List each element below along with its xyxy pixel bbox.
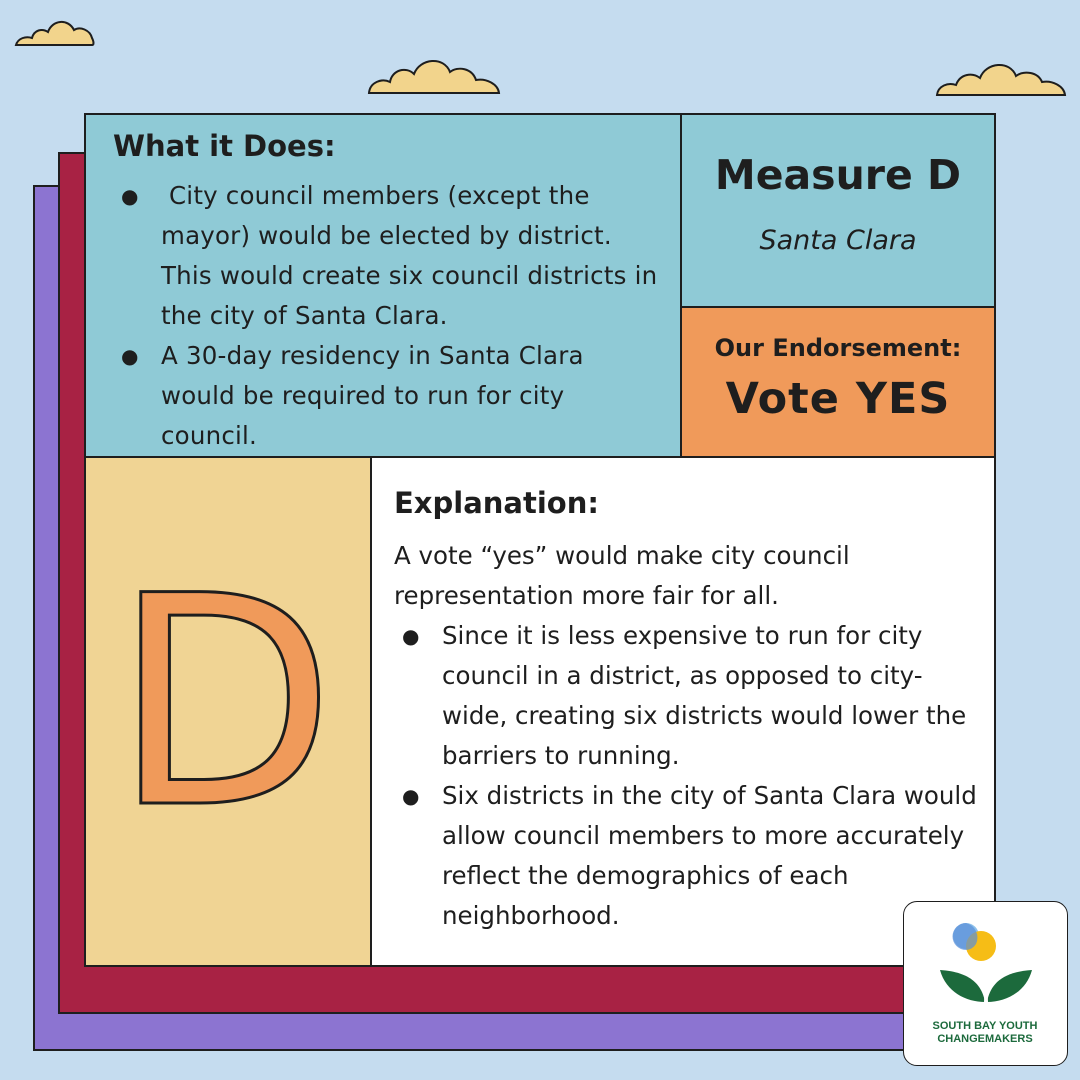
what-it-does-panel bbox=[86, 115, 682, 458]
cloud-icon bbox=[934, 54, 1068, 98]
measure-title: Measure D bbox=[714, 151, 962, 199]
list-item: ● Since it is less expensive to run for city council in a district, as opposed to city-wide, creating six districts would lower the barriers to running. bbox=[442, 616, 982, 776]
logo-text: SOUTH BAY YOUTH CHANGEMAKERS bbox=[932, 1020, 1038, 1045]
what-it-does-list bbox=[121, 176, 666, 456]
letter-panel bbox=[86, 458, 372, 965]
flower-sprout-icon bbox=[936, 920, 1036, 1010]
cloud-icon bbox=[14, 14, 96, 48]
bullet-icon: ● bbox=[402, 624, 420, 648]
list-item: ● City council members (except the mayor) would be elected by district. This would create six council districts in the city of Santa Clara. bbox=[161, 176, 661, 336]
list-item: ● A 30-day residency in Santa Clara would be required to run for city council. bbox=[161, 336, 661, 456]
measure-panel bbox=[682, 115, 994, 308]
endorsement-value: Vote YES bbox=[725, 374, 951, 424]
explanation-list bbox=[402, 616, 982, 936]
big-letter-d bbox=[96, 588, 366, 818]
cloud-icon bbox=[366, 52, 502, 96]
bullet-icon: ● bbox=[121, 184, 139, 208]
list-item: ● Six districts in the city of Santa Clara would allow council members to more accurately reflect the demographics of each neighborhood. bbox=[442, 776, 982, 936]
svg-text:D: D bbox=[112, 588, 336, 818]
explanation-panel bbox=[372, 458, 994, 965]
bullet-icon: ● bbox=[121, 344, 139, 368]
measure-card bbox=[84, 113, 996, 967]
explanation-heading: Explanation: bbox=[394, 486, 599, 520]
endorsement-label: Our Endorsement: bbox=[714, 334, 962, 362]
measure-location: Santa Clara bbox=[759, 225, 917, 256]
bullet-icon: ● bbox=[402, 784, 420, 808]
what-it-does-heading: What it Does: bbox=[113, 129, 336, 163]
explanation-intro: A vote “yes” would make city council representation more fair for all. bbox=[394, 541, 850, 610]
endorsement-panel bbox=[682, 308, 994, 458]
logo-badge bbox=[903, 901, 1068, 1066]
